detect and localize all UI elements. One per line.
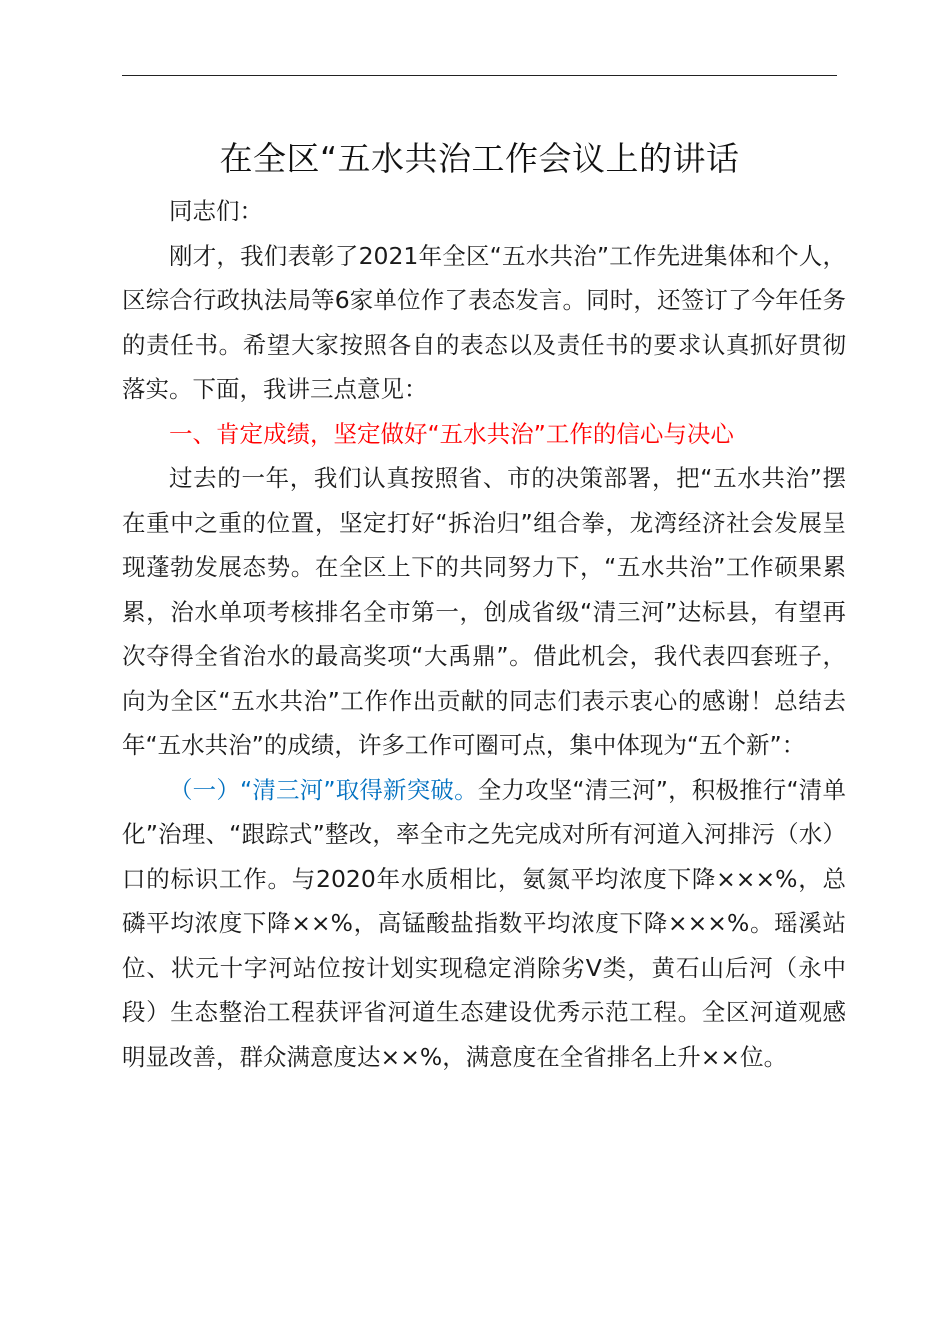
document-body	[122, 189, 846, 1079]
paragraph-achievements: 过去的一年，我们认真按照省、市的决策部署，把“五水共治”摆在重中之重的位置，坚定打好“拆治归”组合拳，龙湾经济社会发展呈现蓬勃发展态势。在全区上下的共同努力下，“五水共治”工作硕果累累，治水单项考核排名全市第一，创成省级“清三河”达标县，有望再次夺得全省治水的最高奖项“大禹鼎”。借此机会，我代表四套班子，向为全区“五水共治”工作作出贡献的同志们表示衷心的感谢！总结去年“五水共治”的成绩，许多工作可圈可点，集中体现为“五个新”：	[122, 464, 846, 759]
header-rule	[122, 75, 837, 76]
page-title: 在全区“五水共治工作会议上的讲话	[219, 139, 740, 178]
section-heading-1: 一、肯定成绩，坚定做好“五水共治”工作的信心与决心	[169, 419, 734, 448]
paragraph-intro: 刚才，我们表彰了2021年全区“五水共治”工作先进集体和个人，区综合行政执法局等6家单位作了表态发言。同时，还签订了今年任务的责任书。希望大家按照各自的表态以及责任书的要求认真抓好贯彻落实。下面，我讲三点意见：	[122, 241, 846, 403]
subsection-body-1: 全力攻坚“清三河”，积极推行“清单化”治理、“跟踪式”整改，率全市之先完成对所有河道入河排污（水）口的标识工作。与2020年水质相比，氨氮平均浓度下降×××%，总磷平均浓度下降××%，高锰酸盐指数平均浓度下降×××%。瑶溪站位、状元十字河站位按计划实现稳定消除劣Ⅴ类，黄石山后河（永中段）生态整治工程获评省河道生态建设优秀示范工程。全区河道观感明显改善，群众满意度达××%，满意度在全省排名上升××位。	[122, 775, 846, 1071]
subsection-heading-1: （一）“清三河”取得新突破。	[169, 775, 478, 804]
paragraph-subsection-1	[122, 768, 846, 1080]
greeting: 同志们：	[169, 197, 263, 225]
